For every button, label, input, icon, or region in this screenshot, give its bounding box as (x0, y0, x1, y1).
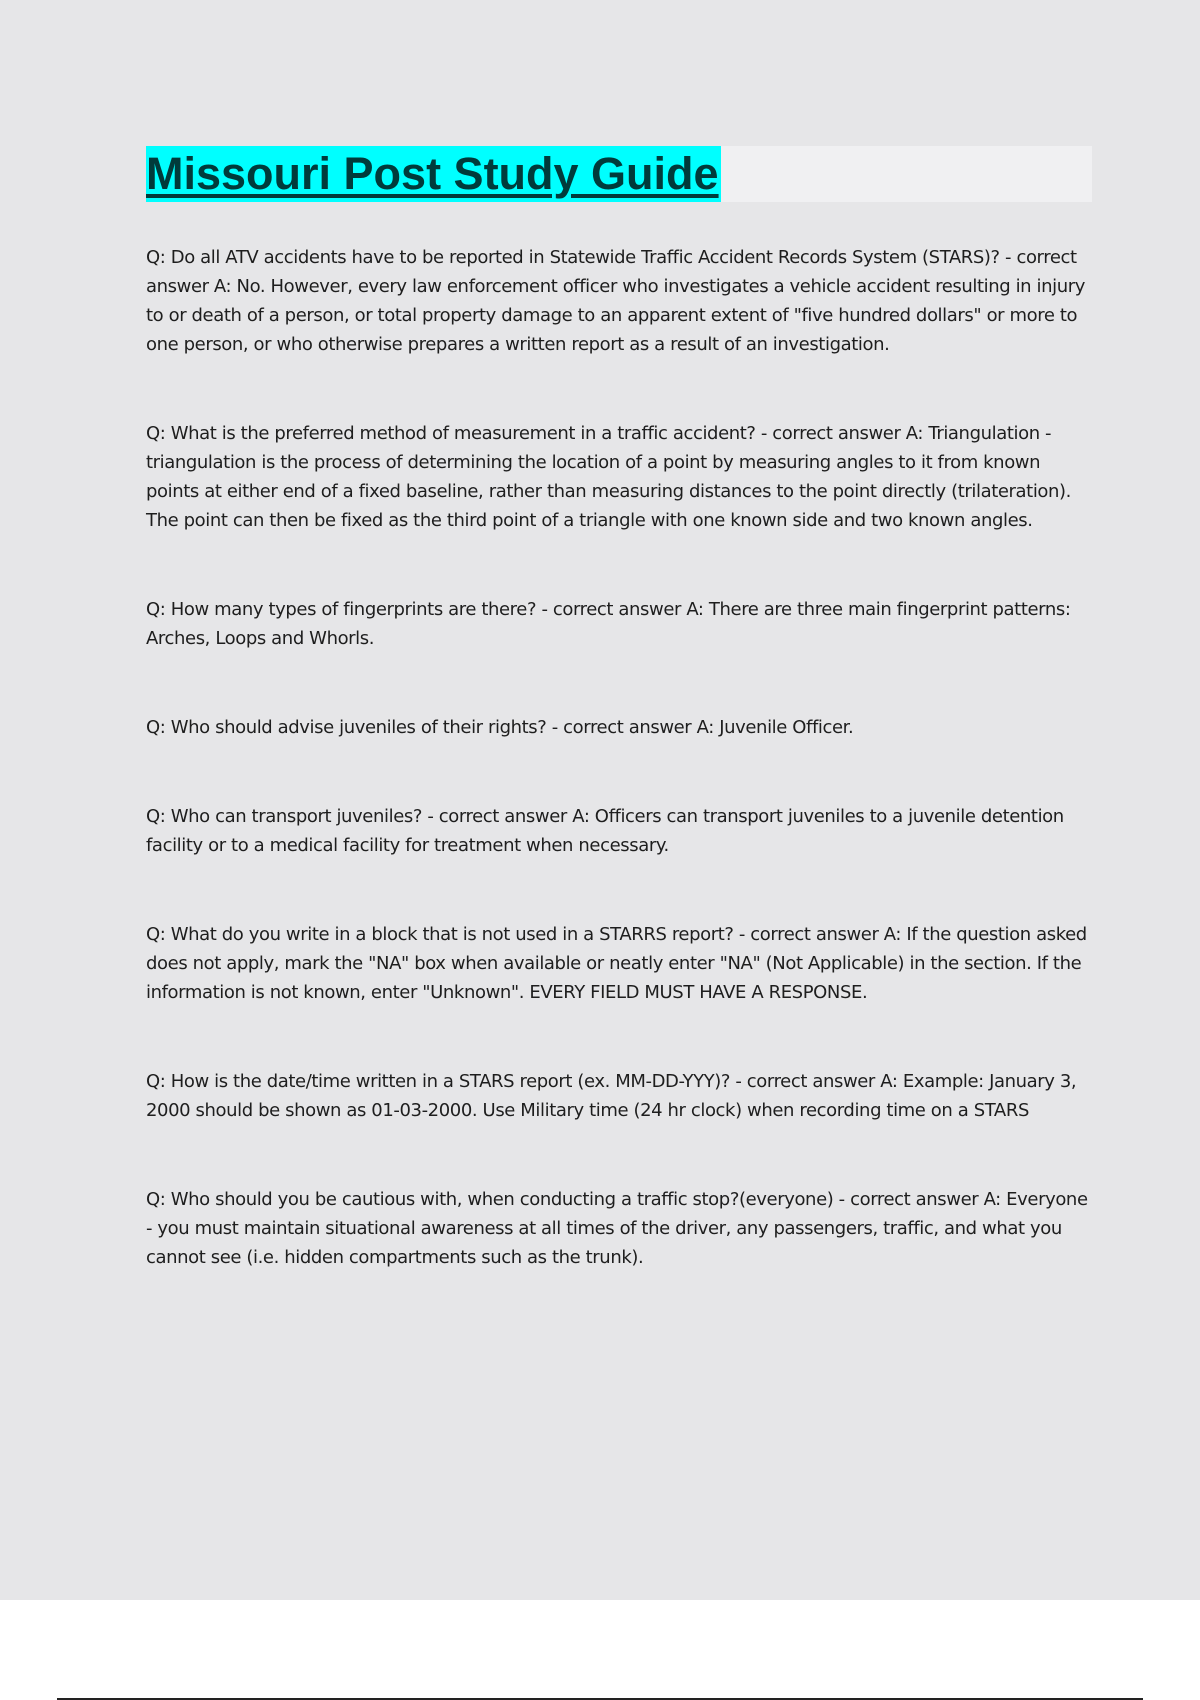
qa-list (146, 243, 1092, 1332)
qa-item-4: Q: Who should advise juveniles of their rights? - correct answer A: Juvenile Officer. (146, 717, 854, 738)
qa-item-7: Q: How is the date/time written in a STARS report (ex. MM-DD-YYY)? - correct answer A: Example: January 3, 2000 should be shown as 01-03-2000. Use Military time (24 hr clock) when recording time on a STARS (146, 1071, 1077, 1121)
qa-item-6: Q: What do you write in a block that is not used in a STARRS report? - correct answer A: If the question asked does not apply, mark the "NA" box when available or neatly enter "NA" (Not Applicable) in the section. If the information is not known, enter "Unknown". EVERY FIELD MUST HAVE A RESPONSE. (146, 924, 1087, 1003)
qa-item-5: Q: Who can transport juveniles? - correct answer A: Officers can transport juveniles to a juvenile detention facility or to a medical facility for treatment when necessary. (146, 806, 1064, 856)
qa-item-2: Q: What is the preferred method of measurement in a traffic accident? - correct answer A: Triangulation - triangulation is the process of determining the location of a point by measuring angles to it from known points at either end of a fixed baseline, rather than measuring distances to the point directly (trilateration). The point can then be fixed as the third point of a triangle with one known side and two known angles. (146, 423, 1071, 531)
qa-item-8: Q: Who should you be cautious with, when conducting a traffic stop?(everyone) - correct answer A: Everyone - you must maintain situational awareness at all times of the driver, any passengers, traffic, and what you cannot see (i.e. hidden compartments such as the trunk). (146, 1189, 1088, 1268)
qa-item-3: Q: How many types of fingerprints are there? - correct answer A: There are three main fingerprint patterns: Arches, Loops and Whorls. (146, 599, 1071, 649)
qa-item-1: Q: Do all ATV accidents have to be reported in Statewide Traffic Accident Records System (STARS)? - correct answer A: No. However, every law enforcement officer who investigates a vehicle accident resulting in injury to or death of a person, or total property damage to an apparent extent of "five hundred dollars" or more to one person, or who otherwise prepares a written report as a result of an investigation. (146, 247, 1085, 355)
document-title: Missouri Post Study Guide (146, 146, 721, 202)
